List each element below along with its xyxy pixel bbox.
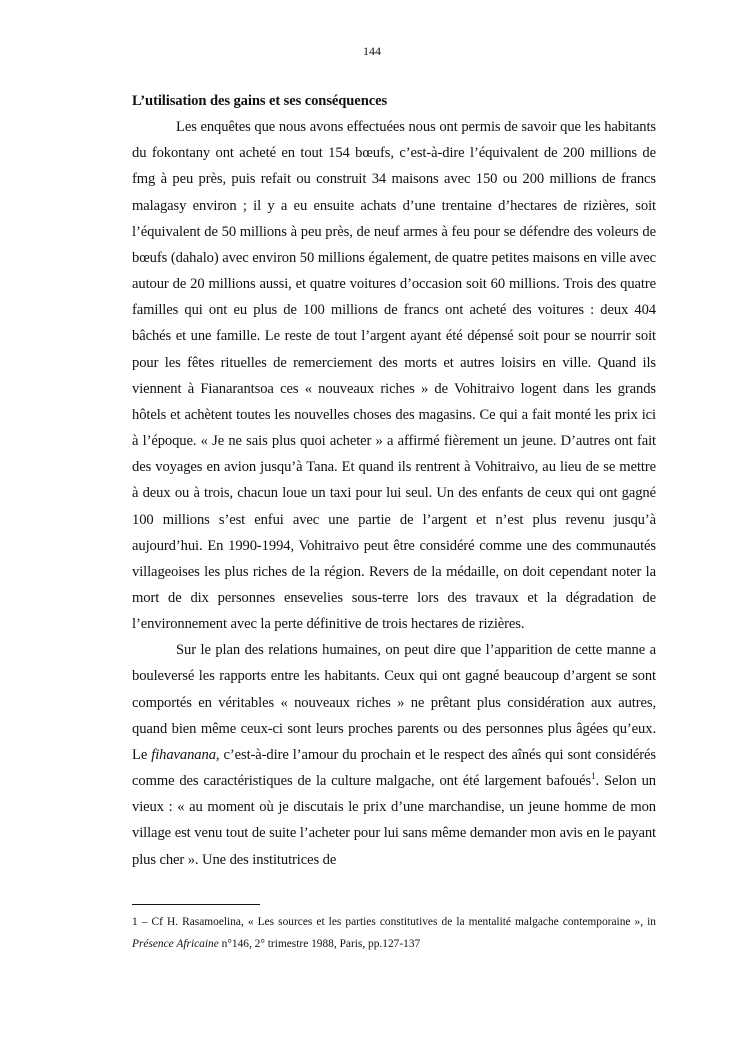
footnote-1	[132, 911, 656, 955]
footnote-journal: Présence Africaine	[132, 938, 219, 950]
paragraph-2-start: Sur le plan des relations humaines, on peut dire que l’apparition de cette manne a bouleversé les rapports entre les habitants. Ceux qui ont gagné beaucoup d’argent se sont comportés en véritables « nouveaux riches » ne prêtant plus considération aux autres, quand bien même ceux-ci sont leurs proches parents ou des personnes plus âgées qu’eux. Le	[132, 642, 656, 763]
footnote-tail: n°146, 2° trimestre 1988, Paris, pp.127-137	[218, 938, 421, 950]
footnote-lead: 1 – Cf H. Rasamoelina, « Les sources et les parties constitutives de la mentalité malgache contemporaine », in	[132, 916, 656, 928]
paragraph-2-end: . Selon un vieux : « au moment où je discutais le prix d’une marchandise, un jeune homme de mon village est venu tout de suite l’acheter pour lui sans même demander mon avis en le payant plus cher ». Une des institutrices de	[132, 773, 656, 868]
page-number: 144	[363, 44, 381, 58]
paragraph-2	[132, 637, 656, 872]
body-text	[132, 88, 656, 873]
footnote-separator	[132, 904, 260, 905]
footnote-reference[interactable]: 1	[591, 771, 596, 782]
paragraph-2-middle: , c’est-à-dire l’amour du prochain et le respect des aînés qui sont considérés comme des caractéristiques de la culture malgache, ont été largement bafoués	[132, 746, 656, 790]
fihavanana-term: fihavanana	[151, 746, 216, 763]
paragraph-1: Les enquêtes que nous avons effectuées nous ont permis de savoir que les habitants du fokontany ont acheté en tout 154 bœufs, c’est-à-dire l’équivalent de 200 millions de fmg à peu près, puis refait ou construit 34 maisons avec 150 ou 200 millions de francs malagasy environ ; il y a eu ensuite achats d’une trentaine d’hectares de rizières, soit l’équivalent de 50 millions à peu près, de neuf armes à feu pour se défendre des voleurs de bœufs (dahalo) avec environ 50 millions également, de quatre petites maisons en ville avec autour de 20 millions aussi, et quatre voitures d’occasion soit 60 millions. Trois des quatre familles qui ont eu plus de 100 millions de francs ont acheté des voitures : deux 404 bâchés et une famille. Le reste de tout l’argent ayant été dépensé soit pour se nourrir soit pour les fêtes rituelles de remerciement des morts et autres loisirs en ville. Quand ils viennent à Fianarantsoa ces « nouveaux riches » de Vohitraivo logent dans les grands hôtels et achètent toutes les nouvelles choses des magasins. Ce qui a fait monté les prix ici à l’époque. « Je ne sais plus quoi acheter » a affirmé fièrement un jeune. D’autres ont fait des voyages en avion jusqu’à Tana. Et quand ils rentrent à Vohitraivo, au lieu de se mettre à deux ou à trois, chacun loue un taxi pour lui seul. Un des enfants de ceux qui ont gagné 100 millions s’est enfui avec une partie de l’argent et n’est plus revenu jusqu’à aujourd’hui. En 1990-1994, Vohitraivo peut être considéré comme une des communautés villageoises les plus riches de la région. Revers de la médaille, on doit cependant noter la mort de dix personnes ensevelies sous-terre lors des travaux et la dégradation de l’environnement avec la perte définitive de trois hectares de rizières.	[132, 119, 656, 633]
section-heading: L’utilisation des gains et ses conséquences	[132, 93, 388, 109]
